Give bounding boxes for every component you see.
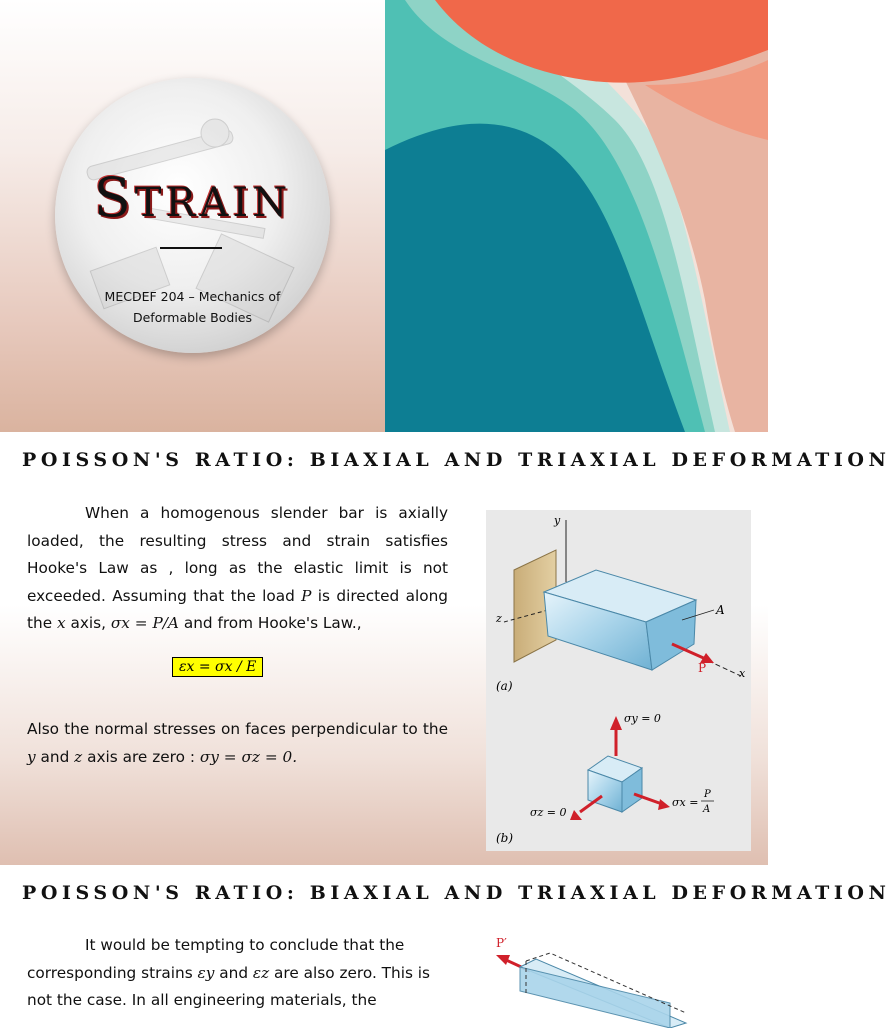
highlighted-equation: εx = σx / E bbox=[172, 657, 263, 677]
load-prime-label: P′ bbox=[496, 936, 507, 950]
poisson-slide-2 bbox=[0, 865, 891, 1024]
sigma-x-label: σx = bbox=[672, 796, 699, 809]
load-label: P bbox=[698, 661, 707, 675]
figure-a-label: (a) bbox=[496, 679, 513, 693]
axis-y-label: y bbox=[554, 514, 561, 527]
paragraph-zero-stress: Also the normal stresses on faces perpendicular to the y and z axis are zero : σy = σz = 0. bbox=[27, 720, 448, 766]
course-line-2: Deformable Bodies bbox=[132, 310, 253, 325]
axis-z-label: z bbox=[496, 612, 502, 625]
title-underline bbox=[160, 247, 222, 249]
title-circle bbox=[55, 78, 330, 353]
course-subtitle bbox=[55, 286, 330, 328]
sigma-x-numerator: P bbox=[704, 789, 711, 800]
bar-deformation-figure bbox=[490, 933, 690, 1028]
sigma-x-denominator: A bbox=[703, 804, 711, 815]
abstract-wave-graphic bbox=[385, 0, 768, 432]
sigma-y-label: σy = 0 bbox=[624, 712, 661, 725]
slide-title: STRAIN bbox=[93, 166, 292, 229]
sigma-z-label: σz = 0 bbox=[530, 806, 567, 819]
paragraph-hookes-law: When a homogenous slender bar is axially loaded, the resulting stress and strain satisfies Hooke's Law as , long as the elastic limit is not exceeded. Assuming that the load P is directed along the x axis, σx = P/A and from Hooke's Law., bbox=[27, 504, 448, 632]
slide-heading: POISSON'S RATIO: BIAXIAL AND TRIAXIAL DEFORMATION bbox=[22, 882, 891, 904]
poisson-slide-1 bbox=[0, 432, 891, 865]
axis-x-label: x bbox=[739, 667, 746, 680]
axial-load-figure bbox=[486, 510, 751, 851]
course-line-1: MECDEF 204 – Mechanics of bbox=[104, 289, 281, 304]
figure-b-label: (b) bbox=[496, 831, 514, 845]
area-label: A bbox=[716, 603, 725, 617]
paragraph-strains: It would be tempting to conclude that the corresponding strains εy and εz are also zero. This is not the case. In all engineering materials, the bbox=[27, 936, 431, 1009]
title-slide bbox=[0, 0, 768, 432]
slide-heading: POISSON'S RATIO: BIAXIAL AND TRIAXIAL DEFORMATION bbox=[22, 449, 891, 471]
